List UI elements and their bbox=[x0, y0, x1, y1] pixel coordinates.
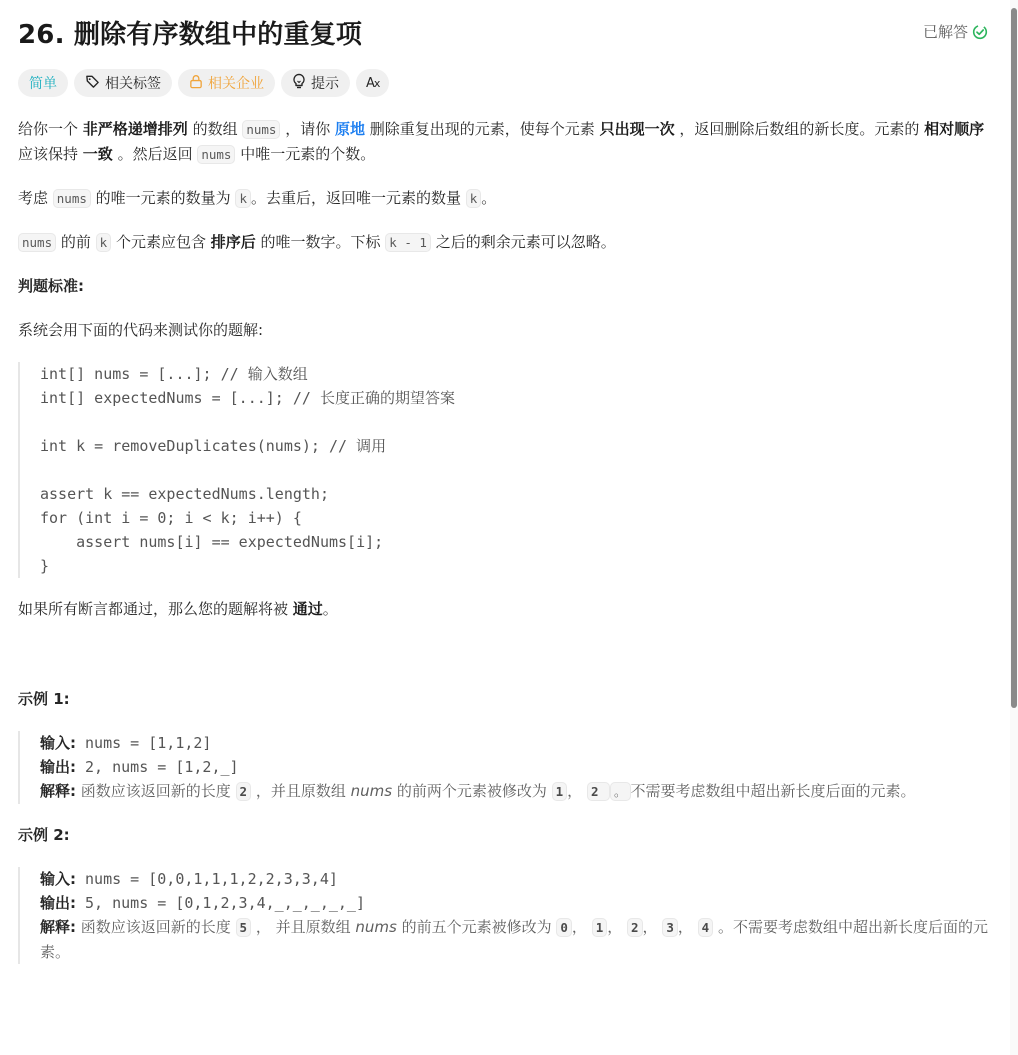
bold-text: 通过 bbox=[292, 600, 323, 618]
example-2-heading: 示例 2: bbox=[18, 826, 70, 844]
difficulty-label: 简单 bbox=[29, 76, 57, 92]
title-row bbox=[18, 0, 990, 64]
problem-title[interactable]: 26. 删除有序数组中的重复项 bbox=[18, 20, 363, 50]
paragraph-3 bbox=[18, 230, 990, 255]
paragraph-2 bbox=[18, 186, 990, 211]
text: 的前五个元素被修改为 bbox=[396, 918, 557, 936]
text: 考虑 bbox=[18, 189, 53, 207]
code-line: for (int i = 0; i < k; i++) { bbox=[40, 509, 302, 527]
text: 的前两个元素被修改为 bbox=[392, 782, 552, 800]
input-label: 输入: bbox=[40, 870, 76, 888]
text: 中唯一元素的个数。 bbox=[235, 145, 376, 163]
example-output: 2, nums = [1,2,_] bbox=[76, 758, 239, 776]
bold-text: 一致 bbox=[82, 145, 113, 163]
related-topics-label: 相关标签 bbox=[105, 76, 161, 92]
problem-description bbox=[18, 0, 990, 983]
text: 个元素应包含 bbox=[111, 233, 211, 251]
pass-paragraph bbox=[18, 597, 990, 622]
code-line: assert k == expectedNums.length; bbox=[40, 485, 329, 503]
example-explanation bbox=[40, 779, 990, 804]
inline-code: 2 bbox=[627, 918, 643, 937]
separator: ， bbox=[642, 918, 663, 936]
example-2-block bbox=[18, 867, 990, 964]
text: ， 并且原数组 bbox=[251, 918, 356, 936]
bold-text: 只出现一次 bbox=[599, 120, 675, 138]
example-1-heading: 示例 1: bbox=[18, 690, 70, 708]
text: 函数应该返回新的长度 bbox=[76, 782, 236, 800]
text: 函数应该返回新的长度 bbox=[76, 918, 236, 936]
inline-code: nums bbox=[197, 145, 235, 164]
separator: ， bbox=[571, 918, 592, 936]
separator: ， bbox=[567, 782, 587, 800]
text: 删除重复出现的元素，使每个元素 bbox=[365, 120, 600, 138]
lock-icon bbox=[189, 74, 203, 93]
text: 应该保持 bbox=[18, 145, 83, 163]
inline-code: 4 bbox=[698, 918, 714, 937]
hint-button[interactable] bbox=[281, 69, 350, 97]
code-line: } bbox=[40, 557, 50, 575]
solved-label: 已解答 bbox=[922, 23, 968, 41]
scrollbar-thumb[interactable] bbox=[1011, 8, 1017, 708]
explain-label: 解释: bbox=[40, 782, 76, 800]
code-line: int[] nums = [...]; // 输入数组 bbox=[40, 365, 308, 383]
solved-status bbox=[923, 21, 988, 42]
text: 之后的剩余元素可以忽略。 bbox=[430, 233, 616, 251]
inline-code: 2 bbox=[236, 782, 252, 801]
input-label: 输入: bbox=[40, 734, 76, 752]
text: 不需要考虑数组中超出新长度后面的元素。 bbox=[630, 782, 916, 800]
code-line: assert nums[i] == expectedNums[i]; bbox=[40, 533, 384, 551]
italic-text: nums bbox=[355, 918, 397, 936]
text: 。 bbox=[322, 600, 338, 618]
code-line: int[] expectedNums = [...]; // 长度正确的期望答案 bbox=[40, 389, 455, 407]
judge-code-block bbox=[18, 362, 990, 578]
separator: ， bbox=[607, 918, 628, 936]
text: 的前 bbox=[56, 233, 96, 251]
inline-code: 2 bbox=[587, 782, 610, 801]
inline-code: k bbox=[466, 189, 482, 208]
inline-code: 5 bbox=[236, 918, 252, 937]
text: 。不需要考虑数组中超出新长度后面的元素。 bbox=[40, 918, 988, 961]
inline-code: 1 bbox=[592, 918, 608, 937]
inline-code: 3 bbox=[662, 918, 678, 937]
translate-button[interactable] bbox=[356, 69, 389, 97]
example-1-block bbox=[18, 731, 990, 804]
judge-intro: 系统会用下面的代码来测试你的题解: bbox=[18, 321, 264, 339]
bold-text: 排序后 bbox=[210, 233, 256, 251]
inline-code: nums bbox=[53, 189, 91, 208]
text: ，并且原数组 bbox=[251, 782, 351, 800]
text: 的数组 bbox=[187, 120, 243, 138]
inline-code: k bbox=[96, 233, 112, 252]
output-label: 输出: bbox=[40, 894, 76, 912]
tag-icon bbox=[85, 74, 100, 93]
related-companies-label: 相关企业 bbox=[208, 76, 264, 92]
example-explanation bbox=[40, 915, 990, 964]
explain-label: 解释: bbox=[40, 918, 76, 936]
text: 。 bbox=[481, 189, 497, 207]
scrollbar-track[interactable] bbox=[1010, 0, 1018, 1055]
judge-heading: 判题标准: bbox=[18, 277, 84, 295]
tag-bar bbox=[18, 69, 990, 99]
paragraph-1 bbox=[18, 117, 990, 167]
text: 的唯一元素的数量为 bbox=[90, 189, 236, 207]
check-circle-icon bbox=[972, 24, 988, 40]
text: ，请你 bbox=[280, 120, 335, 138]
example-output: 5, nums = [0,1,2,3,4,_,_,_,_,_] bbox=[76, 894, 365, 912]
lightbulb-icon bbox=[292, 73, 306, 93]
inline-code: k bbox=[235, 189, 251, 208]
inline-code: k - 1 bbox=[385, 233, 431, 252]
example-input: nums = [1,1,2] bbox=[76, 734, 212, 752]
inline-code: 1 bbox=[552, 782, 568, 801]
output-label: 输出: bbox=[40, 758, 76, 776]
related-companies-button[interactable] bbox=[178, 69, 275, 97]
text: 的唯一数字。下标 bbox=[255, 233, 386, 251]
difficulty-badge bbox=[18, 69, 68, 97]
bold-text: 非严格递增排列 bbox=[82, 120, 188, 138]
related-topics-button[interactable] bbox=[74, 69, 172, 97]
text: 如果所有断言都通过，那么您的题解将被 bbox=[18, 600, 293, 618]
text: 给你一个 bbox=[18, 120, 83, 138]
problem-body bbox=[18, 117, 990, 964]
example-input: nums = [0,0,1,1,1,2,2,3,3,4] bbox=[76, 870, 338, 888]
inline-code: nums bbox=[242, 120, 280, 139]
text: 。然后返回 bbox=[112, 145, 198, 163]
text: 。去重后，返回唯一元素的数量 bbox=[250, 189, 466, 207]
in-place-link[interactable]: 原地 bbox=[335, 120, 366, 138]
inline-code: 0 bbox=[556, 918, 572, 937]
code-line: int k = removeDuplicates(nums); // 调用 bbox=[40, 437, 387, 455]
italic-text: nums bbox=[350, 782, 393, 800]
hint-label: 提示 bbox=[311, 76, 339, 92]
inline-code: 。 bbox=[610, 782, 631, 801]
spacer bbox=[18, 641, 990, 687]
separator: ， bbox=[677, 918, 698, 936]
text: ，返回删除后数组的新长度。元素的 bbox=[674, 120, 925, 138]
inline-code: nums bbox=[18, 233, 56, 252]
translate-icon: Ax bbox=[366, 75, 380, 91]
bold-text: 相对顺序 bbox=[924, 120, 985, 138]
